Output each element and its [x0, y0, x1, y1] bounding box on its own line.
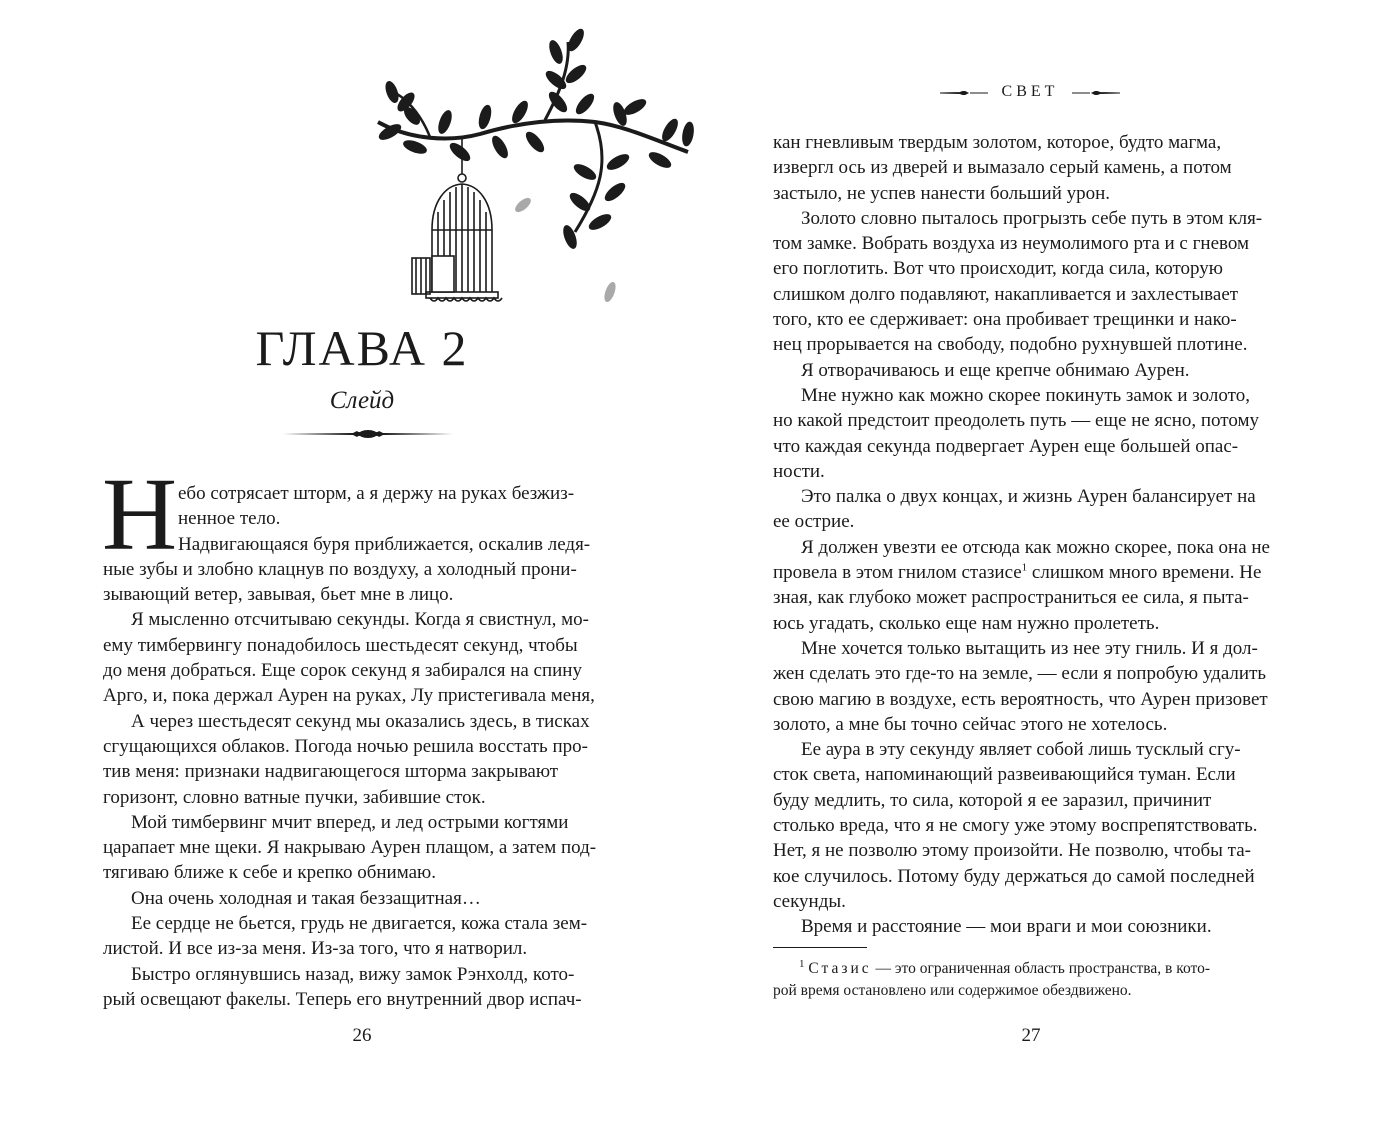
footnote-reference[interactable]: 1 [1021, 561, 1028, 574]
text-line: Надвигающаяся буря приближается, оскалив ледя- [178, 533, 591, 555]
text-line: Золото словно пыталось прогрызть себе путь в этом кля- [801, 207, 1263, 229]
running-head-title: СВЕТ [1001, 83, 1059, 100]
text-line: застыло, не успев нанести больший урон. [773, 182, 1111, 204]
text-line: что каждая секунда подвергает Аурен еще большей опас- [773, 435, 1239, 457]
text-line: ее острие. [773, 511, 855, 533]
text-line: зная, как глубоко может распространиться ее сила, я пыта- [773, 587, 1249, 609]
text-line: ные зубы и злобно клацнув по воздуху, а холодный прони- [103, 558, 577, 580]
text-line: А через шестьдесят секунд мы оказались здесь, в тисках [131, 710, 590, 732]
footnote-line: рой время остановлено или содержимое обездвижено. [773, 982, 1132, 999]
text-line: до меня добраться. Еще сорок секунд я забирался на спину [103, 660, 582, 682]
text-line: горизонт, словно ватные пучки, забившие сток. [103, 786, 486, 808]
chapter-title: ГЛАВА 2 [255, 320, 469, 376]
text-line: царапает мне щеки. Я накрываю Аурен плащом, а затем под- [103, 837, 597, 859]
text-line: листой. И все из-за меня. Из-за того, что я натворил. [103, 938, 528, 960]
text-line: Мне хочется только вытащить из нее эту гниль. И я дол- [801, 637, 1258, 659]
footnote-mark: 1 [799, 957, 805, 970]
text-line: кое случилось. Потому буду держаться до самой последней [773, 865, 1255, 887]
text-fragment: провела в этом гнилом стазисе [773, 562, 1022, 584]
text-line: Мне нужно как можно скорее покинуть замок и золото, [801, 384, 1250, 406]
text-line: золото, а мне бы точно сейчас этого не хотелось. [773, 713, 1168, 735]
text-line: том замке. Вобрать воздуха из неумолимого рта и с гневом [773, 233, 1250, 255]
text-line: Это палка о двух концах, и жизнь Аурен балансирует на [801, 486, 1256, 508]
right-page-body [773, 130, 1293, 940]
footnote-term: Стазис [808, 960, 872, 977]
text-line: ему тимбервингу понадобилось шестьдесят секунд, чтобы [103, 634, 578, 656]
text-line: сток света, напоминающий развеивающийся туман. Если [773, 764, 1236, 786]
text-line: сгущающихся облаков. Погода ночью решила восстать про- [103, 735, 588, 757]
text-line: тив меня: признаки надвигающегося шторма закрывают [103, 761, 559, 783]
text-line: Нет, я не позволю этому произойти. Не позволю, чтобы та- [773, 840, 1251, 862]
drop-cap: Н [102, 457, 178, 572]
text-line: столько вреда, что я не смогу уже этому воспрепятствовать. [773, 815, 1258, 837]
text-line: буду медлить, то сила, которой я ее заразил, причинит [773, 789, 1212, 811]
text-line: Арго, и, пока держал Аурен на руках, Лу пристегивала меня, [103, 685, 595, 707]
text-line: ности. [773, 460, 825, 482]
text-line: ебо сотрясает шторм, а я держу на руках безжиз- [178, 483, 575, 504]
text-line: Я мысленно отсчитываю секунды. Когда я свистнул, мо- [131, 609, 589, 631]
text-line: Я должен увезти ее отсюда как можно скорее, пока она не [801, 536, 1270, 558]
footnote-line [773, 958, 1293, 980]
text-line: слишком долго подавляют, накапливается и захлестывает [773, 283, 1239, 305]
text-line: ненное тело. [178, 508, 281, 530]
text-line: Я отворачиваюсь и еще крепче обнимаю Аурен. [801, 359, 1190, 381]
footnote-text: — это ограниченная область пространства, в кото- [871, 960, 1210, 977]
footnote [773, 958, 1293, 1002]
text-line: Время и расстояние — мои враги и мои союзники. [801, 916, 1212, 938]
text-line: жен сделать это где-то на земле, — если я попробую удалить [773, 663, 1267, 685]
divider-ornament-icon [283, 426, 453, 442]
branch-with-birdcage-icon [370, 22, 700, 322]
chapter-subtitle: Слейд [329, 387, 395, 414]
text-line: свою магию в воздухе, есть вероятность, что Аурен призовет [773, 688, 1268, 710]
text-line: нец прорывается на свободу, подобно рухнувшей плотине. [773, 334, 1248, 356]
text-line: юсь угадать, сколько еще нам нужно пролететь. [773, 612, 1160, 634]
text-line: Быстро оглянувшись назад, вижу замок Рэнхолд, кото- [131, 963, 575, 985]
text-line: рый освещают факелы. Теперь его внутренний двор испач- [103, 988, 582, 1010]
text-line: Она очень холодная и такая беззащитная… [131, 887, 481, 909]
text-line: Мой тимбервинг мчит вперед, и лед острыми когтями [131, 811, 569, 833]
text-line: кан гневливым твердым золотом, которое, будто магма, [773, 132, 1222, 153]
text-line: но какой предстоит преодолеть путь — еще не ясно, потому [773, 410, 1260, 432]
text-line: извергл ось из дверей и вымазало серый камень, а потом [773, 157, 1232, 179]
text-line: тягиваю ближе к себе и крепко обнимаю. [103, 862, 436, 884]
left-page-body [103, 481, 623, 1012]
text-fragment: слишком много времени. Не [1027, 562, 1262, 584]
text-line: зывающий ветер, завывая, бьет мне в лицо. [103, 584, 454, 606]
text-line: Ее сердце не бьется, грудь не двигается, кожа стала зем- [131, 913, 588, 935]
page-number: 27 [1021, 1025, 1041, 1046]
running-head-ornament-icon [940, 91, 988, 95]
text-line: секунды. [773, 890, 846, 912]
text-line [773, 560, 1293, 585]
running-head-ornament-icon [1072, 91, 1120, 95]
running-head [940, 78, 1120, 106]
text-line: его поглотить. Вот что происходит, когда сила, которую [773, 258, 1223, 280]
text-line: того, кто ее сдерживает: она пробивает трещинки и нако- [773, 309, 1237, 331]
text-line: Ее аура в эту секунду являет собой лишь тусклый сгу- [801, 739, 1241, 761]
page-number: 26 [352, 1025, 372, 1046]
footnote-rule [773, 947, 867, 948]
